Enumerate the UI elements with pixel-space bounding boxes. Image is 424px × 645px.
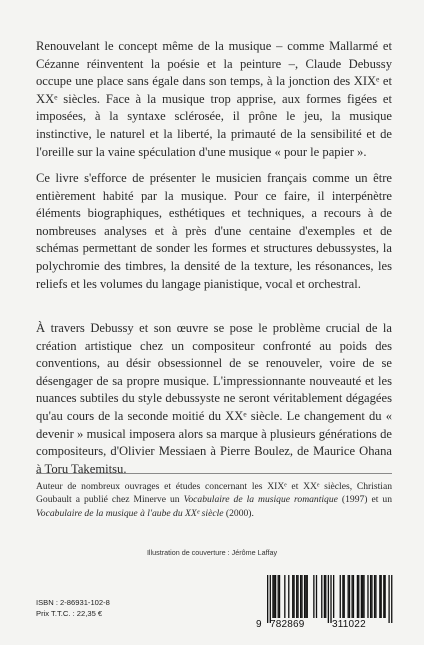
barcode-bar <box>274 575 275 618</box>
ean-barcode <box>256 573 396 635</box>
barcode-bar <box>353 575 354 618</box>
barcode-bar <box>300 575 301 618</box>
price-line: Prix T.T.C. : 22,35 € <box>36 609 103 618</box>
barcode-bar <box>370 575 371 618</box>
barcode-bar <box>297 575 298 618</box>
barcode-bar <box>357 575 358 618</box>
barcode-bar <box>374 575 375 618</box>
barcode-bar <box>293 575 294 618</box>
barcode-bar <box>292 575 293 618</box>
barcode-bar <box>342 575 343 618</box>
barcode-bar <box>340 575 341 618</box>
separator-rule <box>36 473 392 474</box>
barcode-bar <box>284 575 285 618</box>
barcode-bar <box>367 575 368 618</box>
barcode-bar <box>330 575 331 623</box>
isbn-price-block <box>36 597 110 619</box>
barcode-bar <box>328 575 329 623</box>
barcode-bar <box>381 575 382 618</box>
barcode-bar <box>288 575 289 618</box>
barcode-bar <box>270 575 271 623</box>
barcode-bar <box>384 575 385 618</box>
barcode-bar <box>375 575 376 618</box>
barcode-bar <box>388 575 389 623</box>
barcode-bar <box>344 575 345 618</box>
barcode-bar <box>371 575 372 618</box>
barcode-bar <box>275 575 276 618</box>
barcode-bar <box>363 575 364 618</box>
barcode-bar <box>362 575 363 618</box>
barcode-right-group: 311022 <box>332 619 366 630</box>
barcode-bar <box>301 575 302 618</box>
barcode-bar <box>305 575 306 618</box>
barcode-bar <box>391 575 392 623</box>
author-note-text-3: (2000). <box>223 507 254 519</box>
barcode-bar <box>351 575 352 618</box>
author-book-title-1: Vocabulaire de la musique romantique <box>183 494 338 506</box>
barcode-bar <box>321 575 322 618</box>
barcode-bar <box>333 575 334 618</box>
barcode-bar <box>348 575 349 618</box>
summary-paragraph-3: À travers Debussy et son œuvre se pose le problème crucial de la création artistique chez un compositeur confronté au poids des conventions, au désir obsessionnel de se renouveler, voire de se désengager de sa propre musique. L'impressionnante nouveauté et les nuances subtiles du style debussyste ne seront véritablement dégagées qu'au cours de la seconde moitié du XXᵉ siècle. Le changement du « devenir » musical imposera alors sa marque à plusieurs générations de compositeurs, d'Olivier Messiaen à Pierre Boulez, de Maurice Ohana à Toru Takemitsu. <box>36 321 392 476</box>
barcode-bar <box>316 575 317 618</box>
barcode-bar <box>279 575 280 618</box>
barcode-bar <box>278 575 279 618</box>
barcode-bar <box>383 575 384 618</box>
illustration-credit: Illustration de couverture : Jérôme Laffay <box>146 548 278 557</box>
barcode-bar <box>313 575 314 618</box>
barcode-bar <box>272 575 273 618</box>
author-book-title-2: Vocabulaire de la musique à l'aube du XXᵉ siècle <box>36 507 224 519</box>
barcode-bar <box>358 575 359 618</box>
author-note <box>36 480 392 520</box>
barcode-bar <box>307 575 308 618</box>
summary-paragraph-2: Ce livre s'efforce de présenter le musicien français comme un être entièrement habité par la musique. Pour ce faire, il interpénètre éléments biographiques, esthétiques et techniques, a recours à de nombreuses analyses et à près d'une centaine d'exemples et de schémas permettant de sonder les formes et structures debussystes, la polychromie des timbres, la densité de la texture, les résonances, les reliefs et les volumes du langage pianistique, vocal et orchestral. <box>36 171 392 291</box>
barcode-bar <box>361 575 362 618</box>
author-note-text-2: (1997) et un <box>337 494 392 506</box>
barcode-bar <box>349 575 350 618</box>
barcode-left-group: 782869 <box>270 619 305 630</box>
barcode-bar <box>325 575 326 618</box>
barcode-bar <box>296 575 297 618</box>
author-note-text-1: Auteur de nombreux ouvrages et études concernant les XIXᵉ et XXᵉ siècles, Christian Goubault a publié chez Minerve un <box>36 481 392 506</box>
barcode-bar <box>379 575 380 618</box>
barcode-first-digit: 9 <box>256 619 262 630</box>
barcode-bar <box>324 575 325 618</box>
summary-paragraph-1: Renouvelant le concept même de la musique – comme Mallarmé et Cézanne réinventent la poésie et la peinture –, Claude Debussy occupe une place sans égale dans son temps, à la jonction des XIXᵉ et XXᵉ siècles. Face à la musique trop apprise, aux formes figées et imposées, à la syntaxe sclérosée, il prône le jeu, la musique instinctive, le naturel et la liberté, la primauté de la sensibilité et de l'oreille sur la vaine spéculation d'une musique « pour le papier ». <box>36 39 392 159</box>
barcode-bar <box>304 575 305 618</box>
isbn-line: ISBN : 2-86931-102-8 <box>36 598 110 607</box>
barcode-bar <box>267 575 268 623</box>
